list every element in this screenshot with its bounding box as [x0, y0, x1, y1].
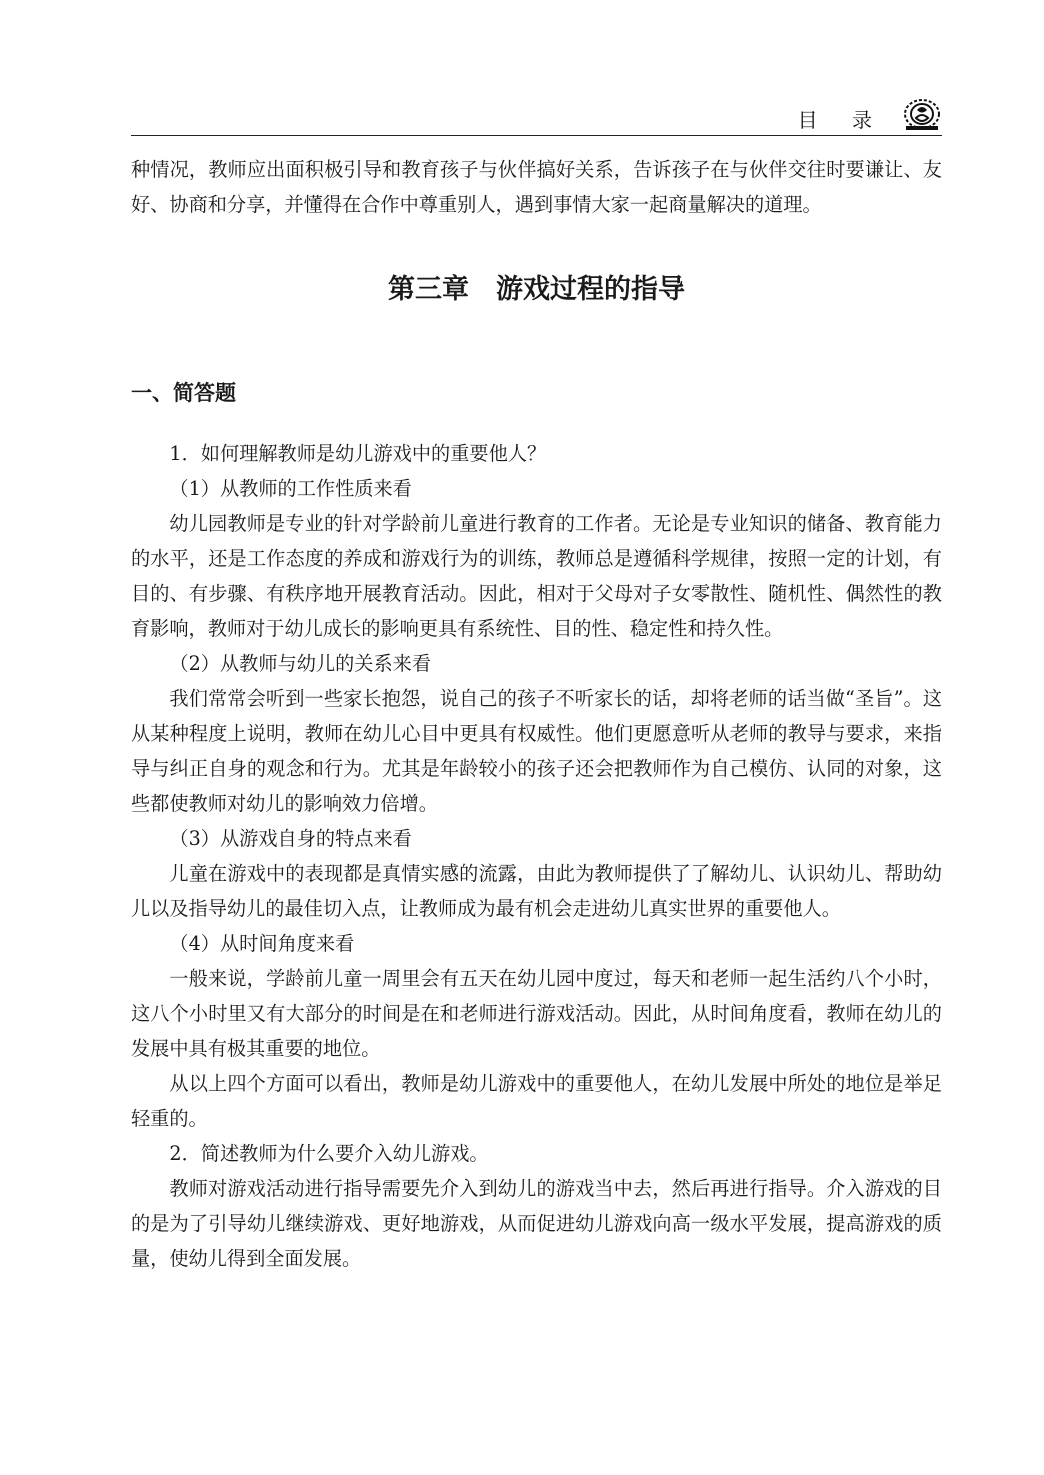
section-title: 一、简答题 — [131, 381, 236, 405]
subheading-2: （2）从教师与幼儿的关系来看 — [169, 652, 432, 675]
header-rule — [131, 135, 942, 136]
subheading-3: （3）从游戏自身的特点来看 — [169, 827, 412, 850]
subheading-4: （4）从时间角度来看 — [169, 932, 355, 955]
question-1: 1．如何理解教师是幼儿游戏中的重要他人？ — [169, 442, 547, 465]
answer-body — [131, 436, 942, 1276]
conclusion-paragraph: 从以上四个方面可以看出，教师是幼儿游戏中的重要他人，在幼儿发展中所处的地位是举足轻重的。 — [131, 1072, 942, 1130]
paragraph-2: 我们常常会听到一些家长抱怨，说自己的孩子不听家长的话，却将老师的话当做“圣旨”。这从某种程度上说明，教师在幼儿心目中更具有权威性。他们更愿意听从老师的教导与要求，来指导与纠正自身的观念和行为。尤其是年龄较小的孩子还会把教师作为自己模仿、认同的对象，这些都使教师对幼儿的影响效力倍增。 — [131, 687, 942, 815]
book-emblem-icon — [902, 98, 942, 132]
paragraph-3: 儿童在游戏中的表现都是真情实感的流露，由此为教师提供了了解幼儿、认识幼儿、帮助幼儿以及指导幼儿的最佳切入点，让教师成为最有机会走进幼儿真实世界的重要他人。 — [131, 862, 942, 920]
page-content — [131, 152, 942, 1270]
paragraph-5: 教师对游戏活动进行指导需要先介入到幼儿的游戏当中去，然后再进行指导。介入游戏的目的是为了引导幼儿继续游戏、更好地游戏，从而促进幼儿游戏向高一级水平发展，提高游戏的质量，使幼儿得到全面发展。 — [131, 1177, 942, 1270]
paragraph-1: 幼儿园教师是专业的针对学龄前儿童进行教育的工作者。无论是专业知识的储备、教育能力的水平，还是工作态度的养成和游戏行为的训练，教师总是遵循科学规律，按照一定的计划，有目的、有步骤、有秩序地开展教育活动。因此，相对于父母对子女零散性、随机性、偶然性的教育影响，教师对于幼儿成长的影响更具有系统性、目的性、稳定性和持久性。 — [131, 512, 942, 640]
subheading-1: （1）从教师的工作性质来看 — [169, 477, 412, 500]
header-title: 目 录 — [797, 108, 886, 132]
intro-paragraph: 种情况，教师应出面积极引导和教育孩子与伙伴搞好关系，告诉孩子在与伙伴交往时要谦让、友好、协商和分享，并懂得在合作中尊重别人，遇到事情大家一起商量解决的道理。 — [131, 158, 942, 216]
paragraph-4: 一般来说，学龄前儿童一周里会有五天在幼儿园中度过，每天和老师一起生活约八个小时，这八个小时里又有大部分的时间是在和老师进行游戏活动。因此，从时间角度看，教师在幼儿的发展中具有极其重要的地位。 — [131, 967, 942, 1060]
chapter-title: 第三章 游戏过程的指导 — [388, 274, 685, 305]
question-2: 2．简述教师为什么要介入幼儿游戏。 — [169, 1142, 489, 1165]
page-header — [131, 96, 942, 136]
